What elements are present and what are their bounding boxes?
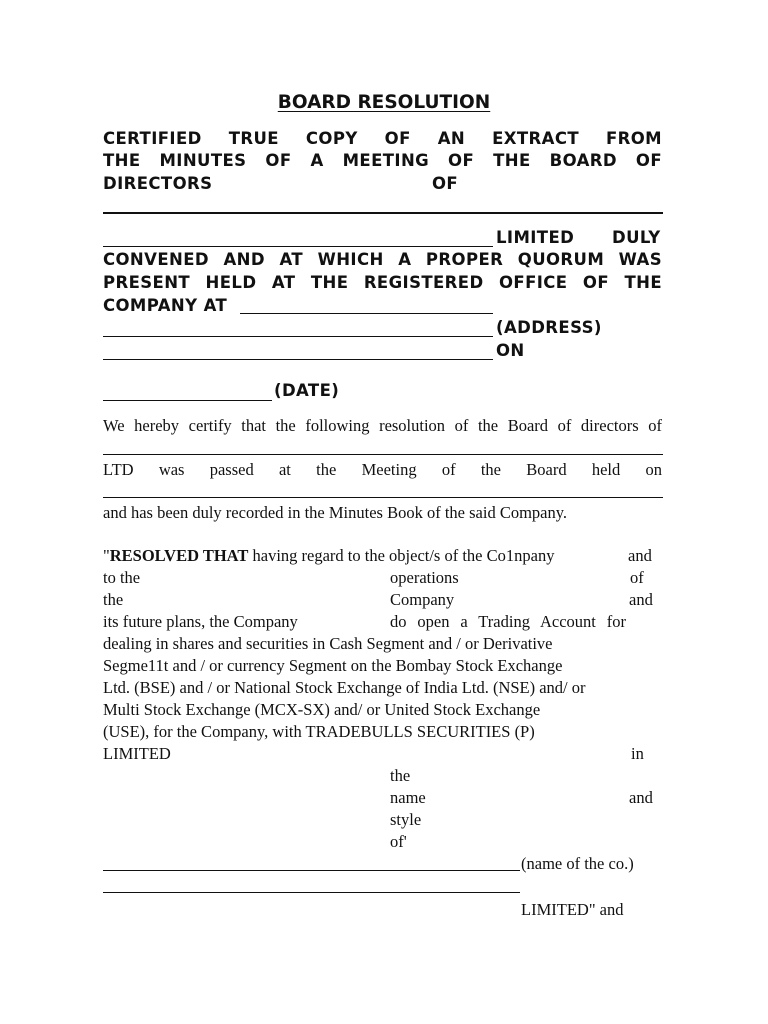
quote-open: " [103,546,110,565]
company-name-blank-2[interactable] [103,246,493,247]
word-meeting: Meeting [361,460,417,479]
heading-line-5: CONVENED AND AT WHICH A PROPER QUORUM WAS [103,250,662,269]
certify-line-1: We hereby certify that the following resolution of the Board of directors of [103,416,662,435]
word-on: on [645,460,662,479]
page-title: BOARD RESOLUTION [277,92,491,113]
word-of: of [441,460,456,479]
resolution-line-7: Ltd. (BSE) and / or National Stock Exchange of India Ltd. (NSE) and/ or [103,678,586,697]
resolution-r3-b: Company [390,590,455,609]
resolution-r10-a: LIMITED [103,744,171,763]
resolution-r2-a: to the [103,568,141,587]
board-name-blank[interactable] [103,454,663,455]
resolution-r10-b: in [631,744,644,763]
certify-line-3: and has been duly recorded in the Minutes Book of the said Company. [103,503,568,522]
resolution-r2-c: of [630,568,644,587]
company-name-style-blank-2[interactable] [103,892,520,893]
word-ltd: LTD [103,460,134,479]
resolution-line-1-end: and [628,546,652,565]
company-name-blank-1[interactable] [103,212,663,214]
word-passed: passed [209,460,254,479]
resolution-r4-a: its future plans, the Company [103,612,298,631]
heading-address: (ADDRESS) [496,318,602,337]
resolution-r2-b: operations [390,568,459,587]
heading-line-2: THE MINUTES OF A MEETING OF THE BOARD OF [103,151,662,170]
heading-date: (DATE) [274,381,340,400]
resolution-line-6: Segme11t and / or currency Segment on the Bombay Stock Exchange [103,656,563,675]
word-the: the [316,460,337,479]
on-blank[interactable] [103,359,493,360]
resolved-that: RESOLVED THAT [109,546,249,565]
resolution-line-5: dealing in shares and securities in Cash Segment and / or Derivative [103,634,553,653]
resolution-r3-c: and [629,590,653,609]
heading-line-1: CERTIFIED TRUE COPY OF AN EXTRACT FROM [103,129,662,148]
resolution-r14: of' [390,832,407,851]
resolution-r13: style [390,810,422,829]
resolution-r3-a: the [103,590,124,609]
heading-of: OF [432,174,459,193]
address-blank-2[interactable] [103,336,493,337]
word-held: held [591,460,621,479]
resolution-r12-b: and [629,788,653,807]
address-blank-1[interactable] [240,313,493,314]
resolution-line-8: Multi Stock Exchange (MCX-SX) and/ or United Stock Exchange [103,700,541,719]
date-blank[interactable] [103,400,272,401]
heading-limited: LIMITED [496,228,575,247]
heading-directors: DIRECTORS [103,174,213,193]
resolution-r12-a: name [390,788,426,807]
heading-duly: DULY [612,228,661,247]
name-of-co: (name of the co.) [521,854,634,873]
resolution-line-9: (USE), for the Company, with TRADEBULLS SECURITIES (P) [103,722,535,741]
resolution-r11: the [390,766,411,785]
limited-and: LIMITED" and [521,900,624,919]
word-was: was [158,460,185,479]
resolution-r4-b: do open a Trading Account for [390,612,626,631]
heading-line-6: PRESENT HELD AT THE REGISTERED OFFICE OF THE [103,273,662,292]
company-name-style-blank-1[interactable] [103,870,520,871]
word-the-2: the [480,460,501,479]
word-board: Board [526,460,567,479]
meeting-date-blank[interactable] [103,497,663,498]
resolution-line-1 [103,546,554,566]
certify-line-2 [103,460,662,480]
heading-on: ON [496,341,525,360]
word-at: at [278,460,291,479]
heading-company-at: COMPANY AT [103,296,228,315]
resolution-line-1-rest: having regard to the object/s of the Co1npany [248,546,555,565]
